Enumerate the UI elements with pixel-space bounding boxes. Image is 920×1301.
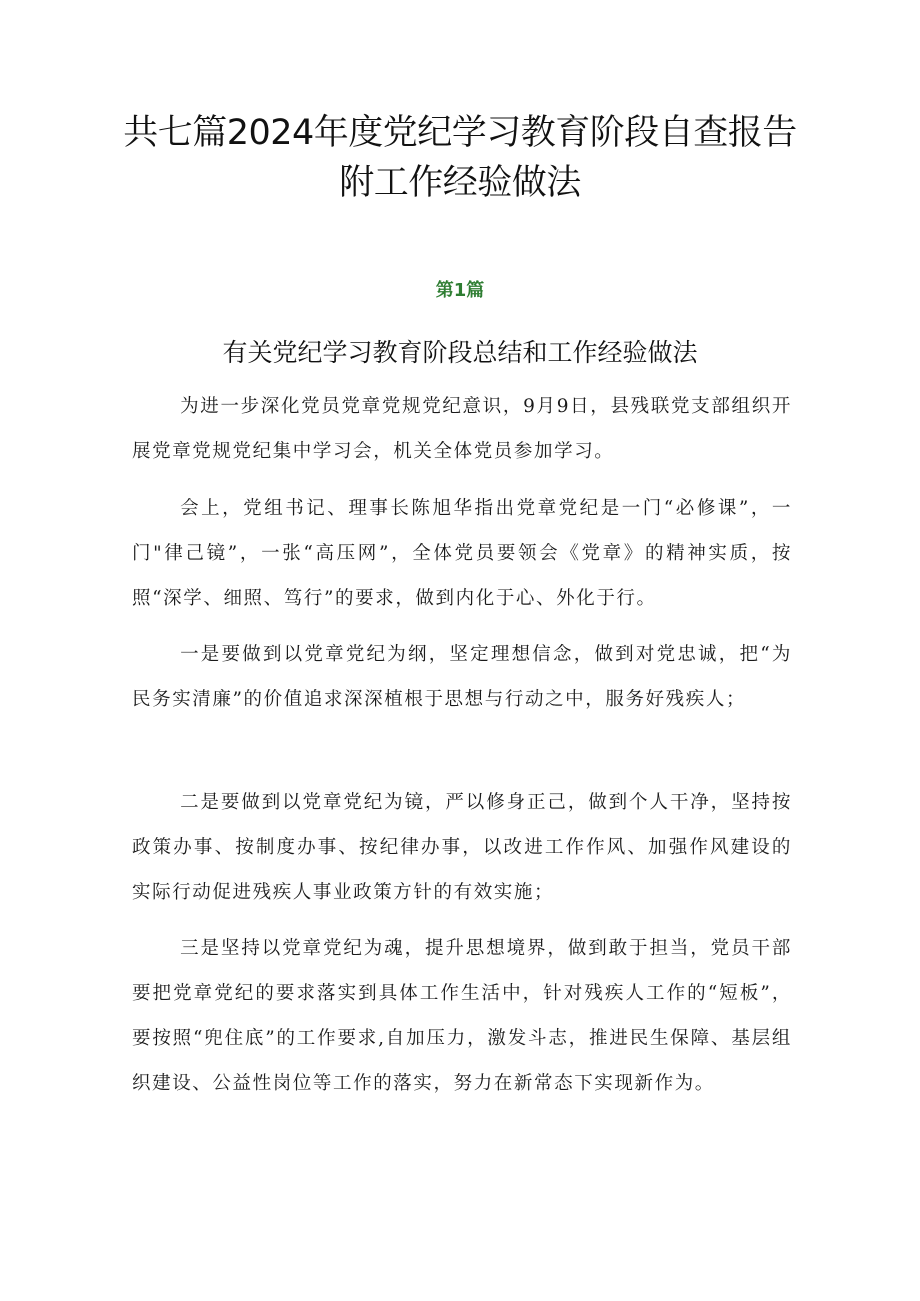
body-paragraph: 为进一步深化党员党章党规党纪意识，9月9日，县残联党支部组织开展党章党规党纪集中学习会，机关全体党员参加学习。 [132, 396, 792, 462]
body-paragraph: 二是要做到以党章党纪为镜，严以修身正己，做到个人干净，坚持按政策办事、按制度办事、按纪律办事，以改进工作作风、加强作风建设的实际行动促进残疾人事业政策方针的有效实施； [132, 792, 792, 903]
body-paragraph: 一是要做到以党章党纪为纲，坚定理想信念，做到对党忠诚，把“为民务实清廉”的价值追求深深植根于思想与行动之中，服务好残疾人； [132, 644, 792, 710]
section-title: 有关党纪学习教育阶段总结和工作经验做法 [222, 338, 698, 367]
part-label: 第1篇 [435, 280, 485, 301]
body-paragraph: 三是坚持以党章党纪为魂，提升思想境界，做到敢于担当，党员干部要把党章党纪的要求落实到具体工作生活中，针对残疾人工作的“短板”，要按照“兜住底”的工作要求,自加压力，激发斗志，推进民生保障、基层组织建设、公益性岗位等工作的落实，努力在新常态下实现新作为。 [132, 938, 792, 1094]
document-title: 共七篇2024年度党纪学习教育阶段自查报告附工作经验做法 [123, 113, 797, 203]
body-paragraph: 会上，党组书记、理事长陈旭华指出党章党纪是一门“必修课”，一门"律己镜”，一张“高压网”，全体党员要领会《党章》的精神实质，按照“深学、细照、笃行”的要求，做到内化于心、外化于行。 [132, 498, 792, 609]
